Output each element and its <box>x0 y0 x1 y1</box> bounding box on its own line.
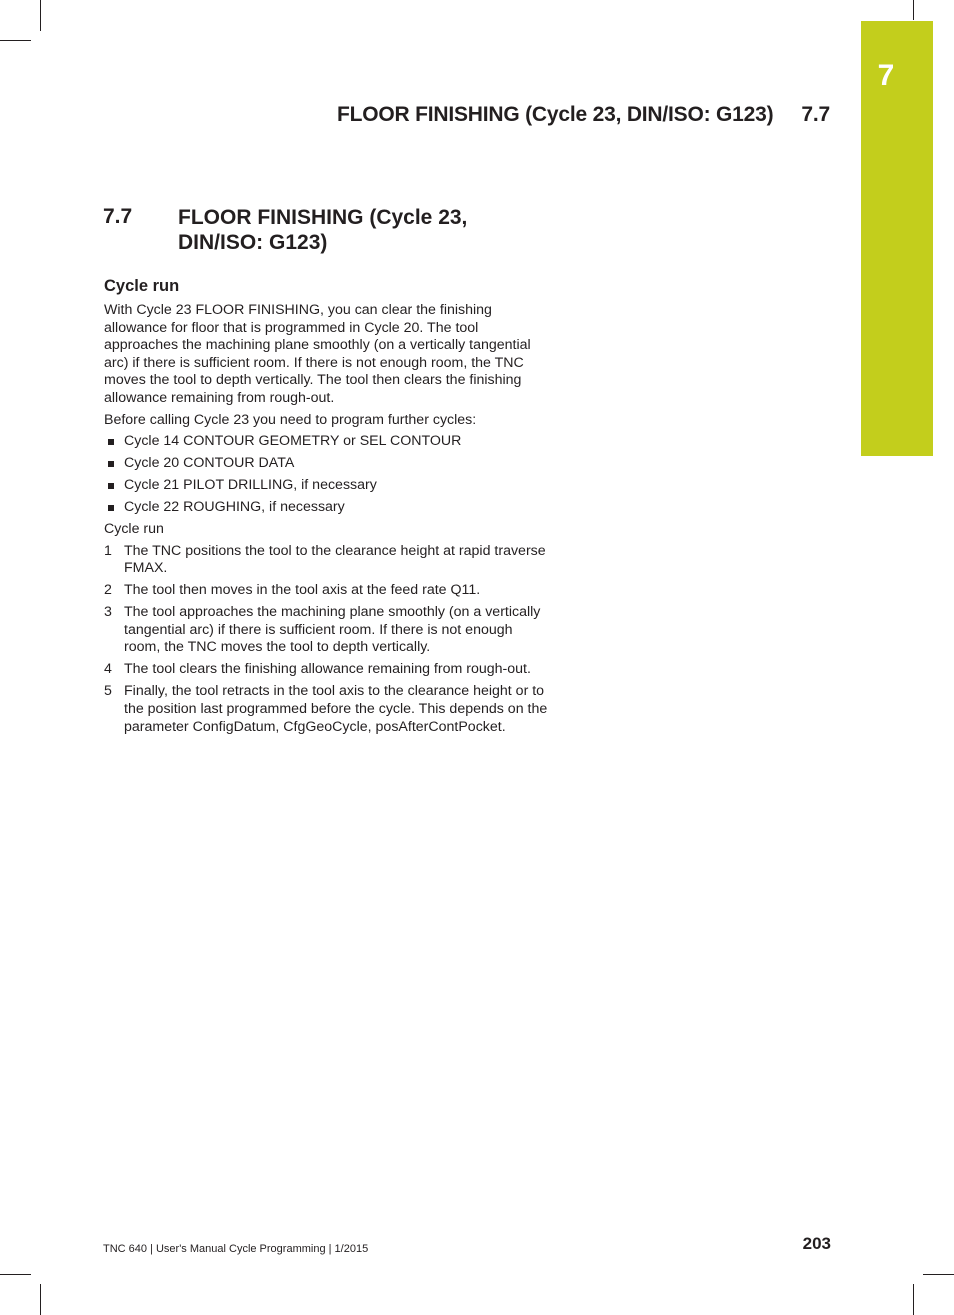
bullet-square-icon <box>108 439 114 445</box>
crop-mark <box>913 1284 914 1315</box>
crop-mark <box>40 0 41 31</box>
list-item: Cycle 22 ROUGHING, if necessary <box>104 499 550 517</box>
bullet-square-icon <box>108 483 114 489</box>
step-text: The tool then moves in the tool axis at the feed rate Q11. <box>124 582 481 599</box>
page-number: 203 <box>802 1234 831 1253</box>
before-calling-paragraph: Before calling Cycle 23 you need to program further cycles: <box>104 411 477 428</box>
list-item: Cycle 14 CONTOUR GEOMETRY or SEL CONTOUR <box>104 433 550 451</box>
intro-paragraph: With Cycle 23 FLOOR FINISHING, you can clear the finishing allowance for floor that is programmed in Cycle 20. The tool approaches the machining plane smoothly (on a vertically tangential arc) if there is sufficient room. If there is not enough room, the TNC moves the tool to depth vertically. The tool then clears the finishing allowance remaining from rough-out. <box>104 302 531 406</box>
list-item <box>104 604 550 657</box>
section-title <box>178 205 558 255</box>
steps-label: Cycle run <box>104 521 164 538</box>
bullet-square-icon <box>108 505 114 511</box>
step-number: 5 <box>104 683 112 700</box>
step-number: 4 <box>104 661 112 678</box>
step-number: 3 <box>104 604 112 621</box>
chapter-number: 7 <box>877 59 895 92</box>
cycle-run-content <box>104 276 550 741</box>
list-item <box>104 683 550 736</box>
crop-mark <box>0 1274 31 1275</box>
list-item: Cycle 20 CONTOUR DATA <box>104 455 550 473</box>
step-text: The TNC positions the tool to the clearance height at rapid traverse FMAX. <box>124 542 546 577</box>
bullet-square-icon <box>108 461 114 467</box>
list-item <box>104 582 550 600</box>
running-header-section: 7.7 <box>801 103 830 126</box>
step-text: Finally, the tool retracts in the tool axis to the clearance height or to the position last programmed before the cycle. This depends on the parameter ConfigDatum, CfgGeoCycle, posAfterContPocket. <box>124 683 548 735</box>
prerequisite-list <box>104 433 550 517</box>
crop-mark <box>923 1274 954 1275</box>
list-item <box>104 543 550 578</box>
cycle-run-heading: Cycle run <box>104 277 180 295</box>
step-list <box>104 543 550 737</box>
step-number: 2 <box>104 582 112 599</box>
list-item <box>104 661 550 679</box>
section-title-line2: DIN/ISO: G123) <box>178 231 328 254</box>
step-text: The tool clears the finishing allowance remaining from rough-out. <box>124 661 531 678</box>
section-title-line1: FLOOR FINISHING (Cycle 23, <box>178 206 468 229</box>
running-header-title: FLOOR FINISHING (Cycle 23, DIN/ISO: G123) <box>337 103 774 126</box>
list-item: Cycle 21 PILOT DRILLING, if necessary <box>104 477 550 495</box>
step-number: 1 <box>104 542 112 559</box>
step-text: The tool approaches the machining plane smoothly (on a vertically tangential arc) if there is sufficient room. If there is not enough room, the TNC moves the tool to depth vertically. <box>124 604 541 656</box>
crop-mark <box>913 0 914 20</box>
section-number: 7.7 <box>103 205 133 228</box>
footer-text: TNC 640 | User's Manual Cycle Programming | 1/2015 <box>103 1243 369 1255</box>
running-header <box>300 103 830 127</box>
crop-mark <box>40 1284 41 1315</box>
crop-mark <box>0 40 31 41</box>
